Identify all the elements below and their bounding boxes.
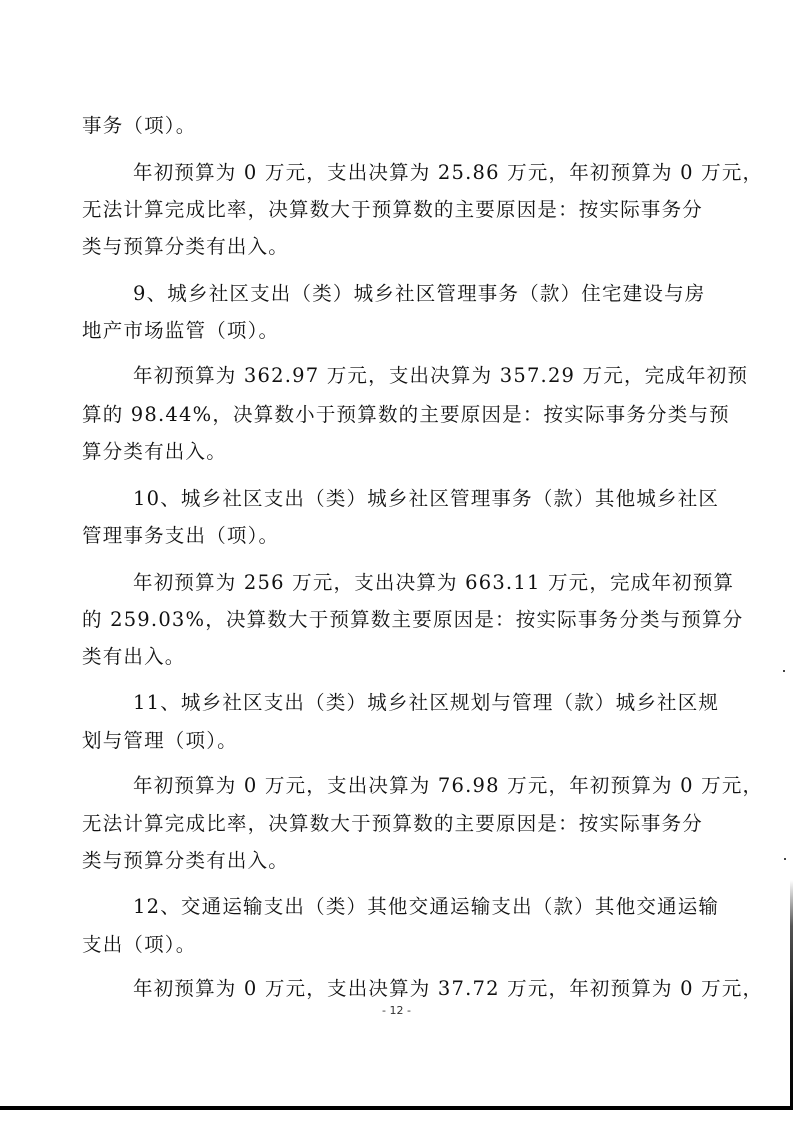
- text-line: 11、城乡社区支出（类）城乡社区规划与管理（款）城乡社区规: [133, 691, 720, 714]
- scan-artifact: [784, 858, 786, 860]
- text-line: 无法计算完成比率，决算数大于预算数的主要原因是：按实际事务分: [82, 812, 704, 835]
- text-line: 地产市场监管（项）。: [82, 319, 280, 342]
- scan-artifact: [783, 670, 785, 672]
- text-line: 年初预算为 256 万元，支出决算为 663.11 万元，完成年初预算: [133, 571, 735, 594]
- text-line: 支出（项）。: [82, 933, 197, 956]
- text-line: 年初预算为 0 万元，支出决算为 76.98 万元，年初预算为 0 万元，: [133, 774, 764, 797]
- page-number: - 12 -: [382, 1004, 411, 1017]
- text-line: 年初预算为 0 万元，支出决算为 37.72 万元，年初预算为 0 万元，: [133, 977, 764, 1000]
- text-line: 年初预算为 362.97 万元，支出决算为 357.29 万元，完成年初预: [133, 364, 749, 387]
- text-line: 算的 98.44%，决算数小于预算数的主要原因是：按实际事务分类与预: [82, 403, 730, 426]
- scan-bottom-edge: [0, 1106, 793, 1110]
- text-line: 事务（项）。: [82, 114, 197, 137]
- text-line: 10、城乡社区支出（类）城乡社区管理事务（款）其他城乡社区: [133, 487, 720, 510]
- text-line: 类与预算分类有出入。: [82, 235, 290, 258]
- text-line: 类与预算分类有出入。: [82, 849, 290, 872]
- text-line: 12、交通运输支出（类）其他交通运输支出（款）其他交通运输: [133, 895, 720, 918]
- text-line: 年初预算为 0 万元，支出决算为 25.86 万元，年初预算为 0 万元，: [133, 161, 764, 184]
- text-line: 无法计算完成比率，决算数大于预算数的主要原因是：按实际事务分: [82, 198, 704, 221]
- text-line: 类有出入。: [82, 645, 186, 668]
- text-line: 的 259.03%，决算数大于预算数主要原因是：按实际事务分类与预算分: [82, 608, 744, 631]
- text-line: 划与管理（项）。: [82, 729, 238, 752]
- text-line: 算分类有出入。: [82, 440, 227, 463]
- text-line: 管理事务支出（项）。: [82, 524, 280, 547]
- text-line: 9、城乡社区支出（类）城乡社区管理事务（款）住宅建设与房: [133, 282, 706, 305]
